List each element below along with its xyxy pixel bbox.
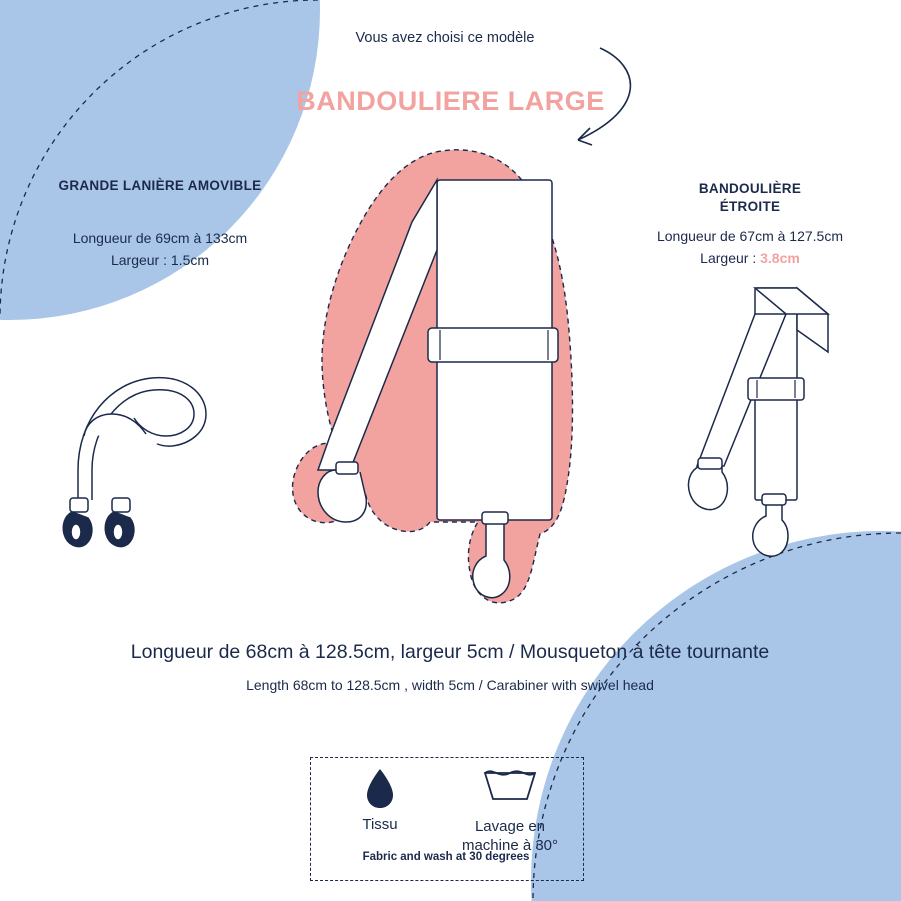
wash-basin-icon (479, 765, 541, 805)
care-wash-label (444, 818, 576, 856)
care-wash-label-line1: Lavage en (474, 818, 546, 835)
page-title: BANDOULIERE LARGE (296, 86, 605, 116)
chosen-model-note: Vous avez choisi ce modèle (355, 30, 535, 46)
left-product-heading: GRANDE LANIÈRE AMOVIBLE (58, 178, 262, 193)
care-footer-note: Fabric and wash at 30 degrees (362, 851, 530, 863)
right-product-heading-line1: BANDOULIÈRE (698, 181, 802, 196)
center-product-description-en: Length 68cm to 128.5cm , width 5cm / Carabiner with swivel head (246, 677, 654, 693)
right-product-heading-line2: ÉTROITE (719, 198, 781, 214)
care-fabric-label: Tissu (362, 816, 398, 833)
left-product-length: Longueur de 69cm à 133cm (72, 230, 248, 246)
right-product-width-value: 3.8cm (760, 249, 800, 266)
care-fabric-group (316, 765, 444, 835)
right-product-width-label: Largeur : (700, 249, 761, 266)
center-product-description-fr: Longueur de 68cm à 128.5cm, largeur 5cm / Mousqueton à tête tournante (130, 641, 770, 663)
water-drop-icon (360, 765, 400, 811)
left-product-width: Largeur : 1.5cm (110, 251, 210, 268)
care-wash-group (444, 765, 576, 856)
left-strap-drawing (63, 378, 206, 547)
care-wash-label-line2: machine à 30° (461, 836, 559, 854)
right-strap-drawing (688, 288, 828, 556)
right-product-length: Longueur de 67cm à 127.5cm (656, 228, 843, 244)
